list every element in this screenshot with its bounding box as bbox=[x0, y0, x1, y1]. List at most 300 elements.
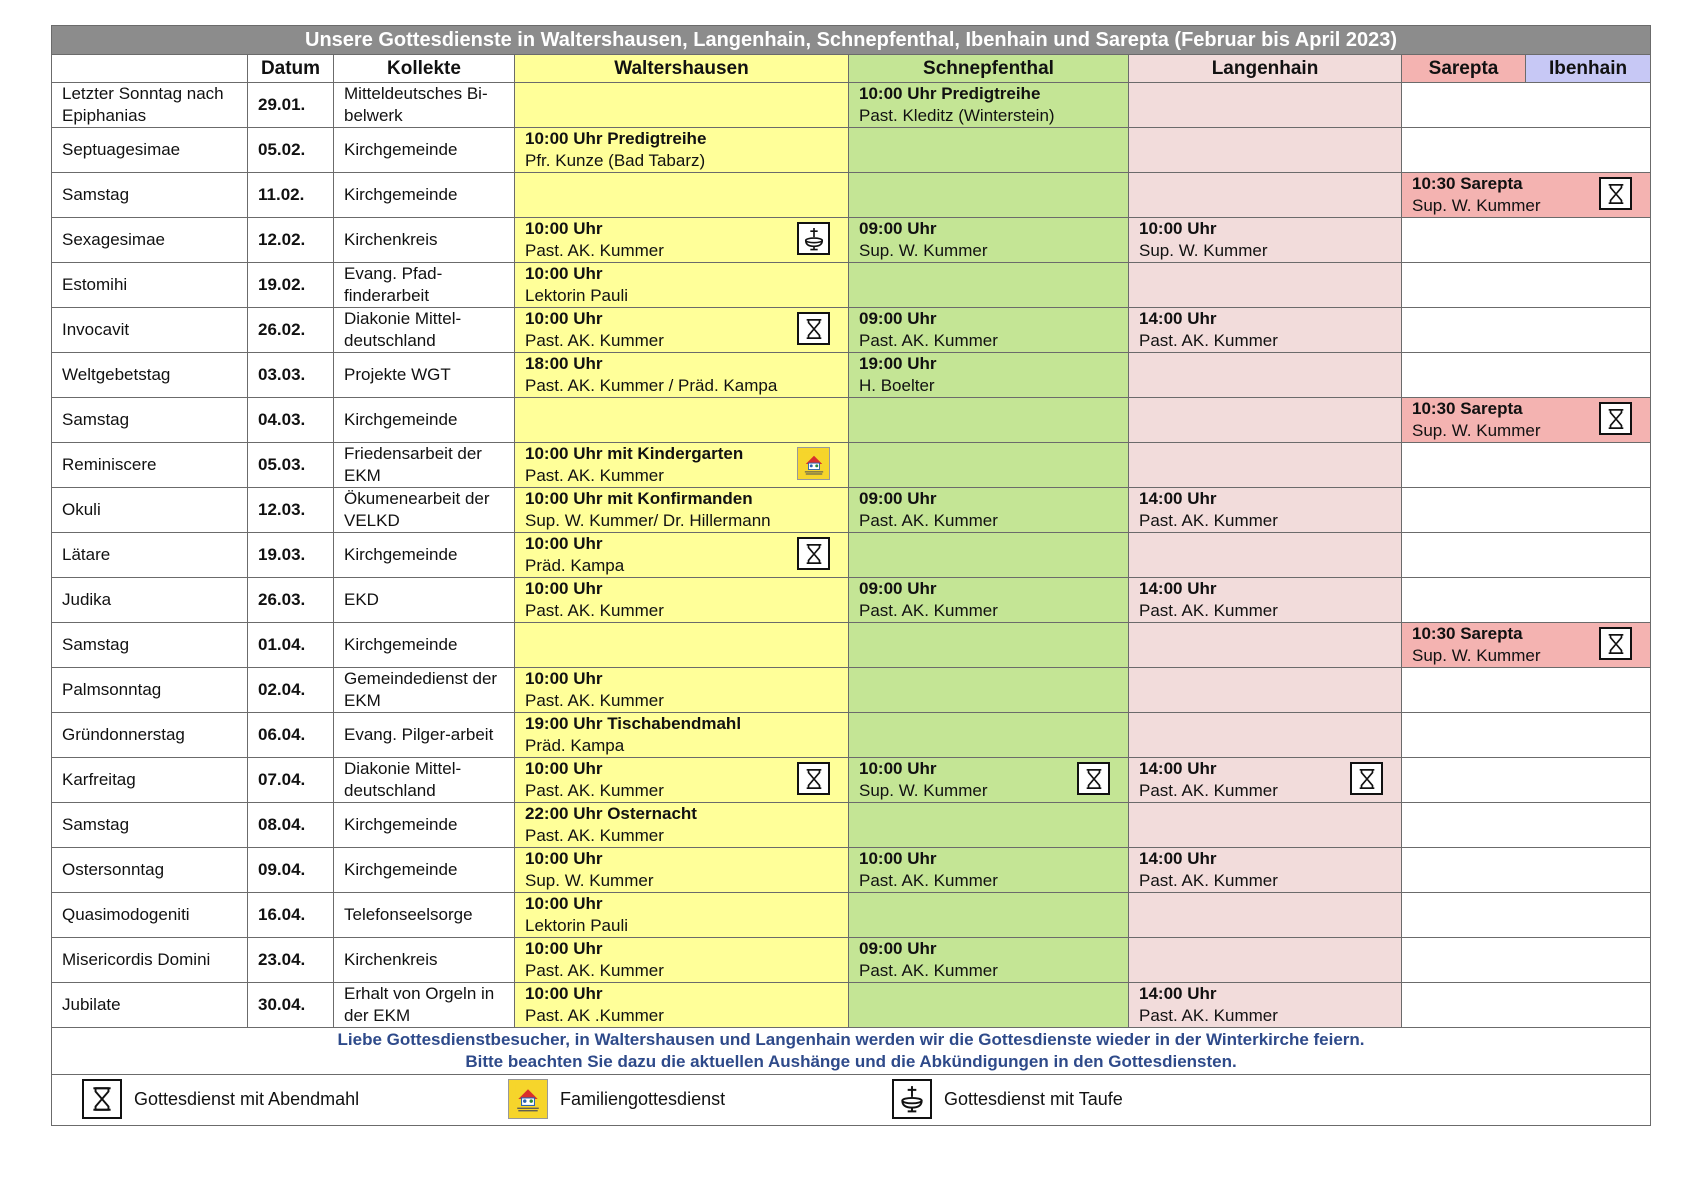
collection: Kirchgemeinde bbox=[334, 623, 515, 668]
collection: Kirchgemeinde bbox=[334, 803, 515, 848]
waltershausen-cell bbox=[515, 308, 849, 353]
service-entry bbox=[525, 218, 838, 262]
service-minister: Pfr. Kunze (Bad Tabarz) bbox=[525, 151, 706, 170]
service-time: 10:00 Uhr bbox=[525, 309, 603, 328]
service-minister: Past. AK. Kummer bbox=[1139, 1006, 1278, 1025]
sarepta-ibenhain-cell bbox=[1402, 983, 1651, 1028]
langenhain-cell bbox=[1129, 308, 1402, 353]
langenhain-cell bbox=[1129, 263, 1402, 308]
schedule-row bbox=[52, 488, 1651, 533]
baptism-icon bbox=[892, 1079, 932, 1119]
service-date: 12.02. bbox=[248, 218, 334, 263]
service-date: 03.03. bbox=[248, 353, 334, 398]
schnepfenthal-cell bbox=[849, 713, 1129, 758]
service-entry bbox=[525, 668, 838, 712]
legend-item-baptism bbox=[892, 1079, 1123, 1119]
service-time: 14:00 Uhr bbox=[1139, 759, 1217, 778]
waltershausen-cell bbox=[515, 263, 849, 308]
sunday-name: Samstag bbox=[52, 623, 248, 668]
waltershausen-cell bbox=[515, 488, 849, 533]
sunday-name: Okuli bbox=[52, 488, 248, 533]
service-minister: Past. AK. Kummer bbox=[525, 601, 664, 620]
service-time: 10:00 Uhr bbox=[525, 534, 603, 553]
sunday-name: Gründonnerstag bbox=[52, 713, 248, 758]
service-minister: Past. AK. Kummer bbox=[1139, 601, 1278, 620]
service-entry bbox=[525, 263, 838, 307]
sarepta-ibenhain-cell bbox=[1402, 803, 1651, 848]
service-time: 09:00 Uhr bbox=[859, 489, 937, 508]
sunday-name: Palmsonntag bbox=[52, 668, 248, 713]
chalice-icon bbox=[82, 1079, 122, 1119]
schedule-row bbox=[52, 443, 1651, 488]
service-time: 14:00 Uhr bbox=[1139, 309, 1217, 328]
collection: Ökumenearbeit der VELKD bbox=[334, 488, 515, 533]
service-minister: Past. AK. Kummer bbox=[525, 781, 664, 800]
schedule-row bbox=[52, 173, 1651, 218]
langenhain-cell bbox=[1129, 443, 1402, 488]
langenhain-cell bbox=[1129, 173, 1402, 218]
sunday-name: Estomihi bbox=[52, 263, 248, 308]
service-entry bbox=[525, 533, 838, 577]
langenhain-cell bbox=[1129, 758, 1402, 803]
legend-label: Gottesdienst mit Taufe bbox=[944, 1089, 1123, 1109]
service-entry bbox=[859, 218, 1118, 262]
service-date: 04.03. bbox=[248, 398, 334, 443]
service-time: 10:30 Sarepta bbox=[1412, 174, 1523, 193]
langenhain-cell bbox=[1129, 578, 1402, 623]
service-entry bbox=[525, 353, 838, 397]
service-time: 09:00 Uhr bbox=[859, 579, 937, 598]
langenhain-cell bbox=[1129, 353, 1402, 398]
header-collection: Kollekte bbox=[334, 55, 515, 83]
sarepta-ibenhain-cell bbox=[1402, 173, 1651, 218]
sarepta-ibenhain-cell bbox=[1402, 308, 1651, 353]
service-time: 10:30 Sarepta bbox=[1412, 624, 1523, 643]
service-entry bbox=[859, 938, 1118, 982]
header-date: Datum bbox=[248, 55, 334, 83]
service-minister: Sup. W. Kummer bbox=[1412, 196, 1541, 215]
service-time: 10:00 Uhr mit Konfirmanden bbox=[525, 489, 753, 508]
collection: Friedensarbeit der EKM bbox=[334, 443, 515, 488]
service-minister: Past. AK. Kummer bbox=[1139, 331, 1278, 350]
service-minister: Past. AK. Kummer / Präd. Kampa bbox=[525, 376, 778, 395]
schedule-row bbox=[52, 218, 1651, 263]
waltershausen-cell bbox=[515, 893, 849, 938]
legend-label: Gottesdienst mit Abendmahl bbox=[134, 1089, 360, 1109]
service-entry bbox=[859, 488, 1118, 532]
sunday-name: Misericordis Domini bbox=[52, 938, 248, 983]
service-minister: Past. AK. Kummer bbox=[525, 961, 664, 980]
service-date: 02.04. bbox=[248, 668, 334, 713]
service-time: 14:00 Uhr bbox=[1139, 579, 1217, 598]
service-minister: Past. AK. Kummer bbox=[859, 331, 998, 350]
service-date: 05.03. bbox=[248, 443, 334, 488]
waltershausen-cell bbox=[515, 713, 849, 758]
legend-item-family bbox=[508, 1079, 725, 1119]
langenhain-cell bbox=[1129, 803, 1402, 848]
service-entry bbox=[859, 848, 1118, 892]
chalice-icon bbox=[1599, 627, 1632, 660]
service-date: 19.03. bbox=[248, 533, 334, 578]
sarepta-ibenhain-cell bbox=[1402, 488, 1651, 533]
waltershausen-cell bbox=[515, 173, 849, 218]
chalice-icon bbox=[1599, 402, 1632, 435]
service-minister: Past. AK. Kummer bbox=[525, 826, 664, 845]
service-time: 10:00 Uhr bbox=[525, 984, 603, 1003]
service-entry bbox=[525, 488, 838, 532]
schedule-row bbox=[52, 398, 1651, 443]
langenhain-cell bbox=[1129, 668, 1402, 713]
service-date: 16.04. bbox=[248, 893, 334, 938]
service-entry bbox=[525, 983, 838, 1027]
sarepta-ibenhain-cell bbox=[1402, 758, 1651, 803]
service-date: 26.03. bbox=[248, 578, 334, 623]
service-minister: Lektorin Pauli bbox=[525, 286, 629, 305]
service-minister: Past. Kleditz (Winterstein) bbox=[859, 106, 1055, 125]
schedule-row bbox=[52, 308, 1651, 353]
waltershausen-cell bbox=[515, 983, 849, 1028]
service-entry bbox=[1139, 848, 1391, 892]
service-entry bbox=[525, 713, 838, 757]
sarepta-ibenhain-cell bbox=[1402, 713, 1651, 758]
sunday-name: Samstag bbox=[52, 173, 248, 218]
service-minister: Past. AK .Kummer bbox=[525, 1006, 664, 1025]
sunday-name: Invocavit bbox=[52, 308, 248, 353]
chalice-icon bbox=[797, 312, 830, 345]
service-date: 07.04. bbox=[248, 758, 334, 803]
service-schedule-table bbox=[51, 25, 1651, 1126]
service-entry bbox=[525, 893, 838, 937]
collection: Diakonie Mittel-deutschland bbox=[334, 758, 515, 803]
service-entry bbox=[525, 938, 838, 982]
langenhain-cell bbox=[1129, 713, 1402, 758]
service-time: 09:00 Uhr bbox=[859, 939, 937, 958]
service-minister: Past. AK. Kummer bbox=[859, 601, 998, 620]
langenhain-cell bbox=[1129, 893, 1402, 938]
sunday-name: Septuagesimae bbox=[52, 128, 248, 173]
collection: Projekte WGT bbox=[334, 353, 515, 398]
service-minister: Past. AK. Kummer bbox=[525, 691, 664, 710]
sarepta-ibenhain-cell bbox=[1402, 83, 1651, 128]
service-time: 10:00 Uhr bbox=[525, 939, 603, 958]
waltershausen-cell bbox=[515, 623, 849, 668]
waltershausen-cell bbox=[515, 128, 849, 173]
langenhain-cell bbox=[1129, 623, 1402, 668]
service-time: 10:00 Uhr bbox=[525, 669, 603, 688]
service-entry bbox=[859, 758, 1118, 802]
schedule-row bbox=[52, 263, 1651, 308]
service-time: 09:00 Uhr bbox=[859, 309, 937, 328]
sunday-name: Jubilate bbox=[52, 983, 248, 1028]
service-entry bbox=[1139, 308, 1391, 352]
service-entry bbox=[1139, 578, 1391, 622]
collection: Kirchenkreis bbox=[334, 938, 515, 983]
service-time: 22:00 Uhr Osternacht bbox=[525, 804, 697, 823]
sarepta-ibenhain-cell bbox=[1402, 263, 1651, 308]
sarepta-ibenhain-cell bbox=[1402, 443, 1651, 488]
waltershausen-cell bbox=[515, 803, 849, 848]
schnepfenthal-cell bbox=[849, 848, 1129, 893]
service-date: 09.04. bbox=[248, 848, 334, 893]
service-minister: Lektorin Pauli bbox=[525, 916, 629, 935]
sunday-name: Samstag bbox=[52, 803, 248, 848]
schedule-row bbox=[52, 533, 1651, 578]
service-time: 14:00 Uhr bbox=[1139, 489, 1217, 508]
legend bbox=[52, 1075, 1651, 1126]
family-icon bbox=[508, 1079, 548, 1119]
sunday-name: Sexagesimae bbox=[52, 218, 248, 263]
service-entry bbox=[1139, 218, 1391, 262]
service-entry bbox=[525, 128, 838, 172]
waltershausen-cell bbox=[515, 533, 849, 578]
header-langenhain: Langenhain bbox=[1129, 55, 1402, 83]
notice-line-1: Liebe Gottesdienstbesucher, in Waltershausen und Langenhain werden wir die Gottesdienste wieder in der Winterkirche feiern. bbox=[337, 1030, 1365, 1049]
service-minister: Past. AK. Kummer bbox=[1139, 871, 1278, 890]
schnepfenthal-cell bbox=[849, 803, 1129, 848]
schedule-row bbox=[52, 893, 1651, 938]
service-date: 08.04. bbox=[248, 803, 334, 848]
schedule-row bbox=[52, 983, 1651, 1028]
service-entry bbox=[525, 803, 838, 847]
service-entry bbox=[859, 83, 1118, 127]
service-minister: Past. AK. Kummer bbox=[1139, 781, 1278, 800]
service-time: 10:00 Uhr bbox=[525, 894, 603, 913]
service-time: 10:00 Uhr Predigtreihe bbox=[525, 129, 707, 148]
header-sarepta: Sarepta bbox=[1402, 55, 1526, 83]
schnepfenthal-cell bbox=[849, 668, 1129, 713]
service-date: 12.03. bbox=[248, 488, 334, 533]
service-entry bbox=[1412, 398, 1640, 442]
service-minister: Past. AK. Kummer bbox=[859, 961, 998, 980]
service-entry bbox=[525, 848, 838, 892]
service-entry bbox=[1412, 623, 1640, 667]
langenhain-cell bbox=[1129, 488, 1402, 533]
waltershausen-cell bbox=[515, 938, 849, 983]
waltershausen-cell bbox=[515, 578, 849, 623]
schedule-row bbox=[52, 128, 1651, 173]
notice-text bbox=[52, 1028, 1651, 1075]
legend-item-communion bbox=[82, 1079, 359, 1119]
sarepta-ibenhain-cell bbox=[1402, 398, 1651, 443]
service-minister: Sup. W. Kummer/ Dr. Hillermann bbox=[525, 511, 771, 530]
service-time: 14:00 Uhr bbox=[1139, 849, 1217, 868]
legend-label: Familiengottesdienst bbox=[560, 1089, 726, 1109]
chalice-icon bbox=[797, 762, 830, 795]
service-date: 30.04. bbox=[248, 983, 334, 1028]
schnepfenthal-cell bbox=[849, 938, 1129, 983]
service-date: 19.02. bbox=[248, 263, 334, 308]
service-minister: Sup. W. Kummer bbox=[1139, 241, 1268, 260]
schedule-title: Unsere Gottesdienste in Waltershausen, Langenhain, Schnepfenthal, Ibenhain und Sarepta (Februar bis April 2023) bbox=[52, 26, 1651, 55]
service-minister: Past. AK. Kummer bbox=[525, 466, 664, 485]
sarepta-ibenhain-cell bbox=[1402, 533, 1651, 578]
service-date: 26.02. bbox=[248, 308, 334, 353]
langenhain-cell bbox=[1129, 983, 1402, 1028]
service-minister: Sup. W. Kummer bbox=[525, 871, 654, 890]
service-minister: Sup. W. Kummer bbox=[859, 781, 988, 800]
schedule-row bbox=[52, 578, 1651, 623]
service-minister: Past. AK. Kummer bbox=[525, 331, 664, 350]
service-time: 10:00 Uhr bbox=[1139, 219, 1217, 238]
service-time: 10:00 Uhr bbox=[525, 219, 603, 238]
sunday-name: Samstag bbox=[52, 398, 248, 443]
chalice-icon bbox=[797, 537, 830, 570]
waltershausen-cell bbox=[515, 83, 849, 128]
service-date: 05.02. bbox=[248, 128, 334, 173]
sunday-name: Karfreitag bbox=[52, 758, 248, 803]
sunday-name: Letzter Sonntag nach Epiphanias bbox=[52, 83, 248, 128]
header-sunday bbox=[52, 55, 248, 83]
service-entry bbox=[525, 443, 838, 487]
service-minister: Past. AK. Kummer bbox=[859, 511, 998, 530]
service-time: 19:00 Uhr bbox=[859, 354, 937, 373]
schnepfenthal-cell bbox=[849, 758, 1129, 803]
service-time: 10:00 Uhr bbox=[859, 849, 937, 868]
header-waltershausen: Waltershausen bbox=[515, 55, 849, 83]
schnepfenthal-cell bbox=[849, 578, 1129, 623]
service-time: 14:00 Uhr bbox=[1139, 984, 1217, 1003]
service-entry bbox=[1139, 758, 1391, 802]
sarepta-ibenhain-cell bbox=[1402, 668, 1651, 713]
schedule-row bbox=[52, 938, 1651, 983]
service-entry bbox=[859, 353, 1118, 397]
sunday-name: Lätare bbox=[52, 533, 248, 578]
collection: Mitteldeutsches Bi-belwerk bbox=[334, 83, 515, 128]
collection: Diakonie Mittel-deutschland bbox=[334, 308, 515, 353]
schedule-row bbox=[52, 848, 1651, 893]
waltershausen-cell bbox=[515, 353, 849, 398]
schnepfenthal-cell bbox=[849, 443, 1129, 488]
schnepfenthal-cell bbox=[849, 83, 1129, 128]
schedule-row bbox=[52, 353, 1651, 398]
langenhain-cell bbox=[1129, 533, 1402, 578]
service-time: 10:00 Uhr Predigtreihe bbox=[859, 84, 1041, 103]
collection: Erhalt von Orgeln in der EKM bbox=[334, 983, 515, 1028]
service-entry bbox=[859, 308, 1118, 352]
waltershausen-cell bbox=[515, 848, 849, 893]
schnepfenthal-cell bbox=[849, 308, 1129, 353]
collection: Gemeindedienst der EKM bbox=[334, 668, 515, 713]
service-entry bbox=[1139, 983, 1391, 1027]
service-minister: Sup. W. Kummer bbox=[859, 241, 988, 260]
service-minister: Past. AK. Kummer bbox=[525, 241, 664, 260]
sunday-name: Quasimodogeniti bbox=[52, 893, 248, 938]
service-minister: H. Boelter bbox=[859, 376, 935, 395]
sunday-name: Weltgebetstag bbox=[52, 353, 248, 398]
service-time: 19:00 Uhr Tischabendmahl bbox=[525, 714, 742, 733]
sarepta-ibenhain-cell bbox=[1402, 623, 1651, 668]
schnepfenthal-cell bbox=[849, 488, 1129, 533]
chalice-icon bbox=[1599, 177, 1632, 210]
schedule-row bbox=[52, 623, 1651, 668]
service-date: 11.02. bbox=[248, 173, 334, 218]
waltershausen-cell bbox=[515, 398, 849, 443]
langenhain-cell bbox=[1129, 83, 1402, 128]
service-time: 10:00 Uhr bbox=[859, 759, 937, 778]
service-date: 01.04. bbox=[248, 623, 334, 668]
service-time: 09:00 Uhr bbox=[859, 219, 937, 238]
service-date: 23.04. bbox=[248, 938, 334, 983]
collection: Kirchgemeinde bbox=[334, 533, 515, 578]
langenhain-cell bbox=[1129, 128, 1402, 173]
schnepfenthal-cell bbox=[849, 893, 1129, 938]
schnepfenthal-cell bbox=[849, 128, 1129, 173]
sunday-name: Reminiscere bbox=[52, 443, 248, 488]
schnepfenthal-cell bbox=[849, 623, 1129, 668]
service-minister: Präd. Kampa bbox=[525, 736, 625, 755]
notice-line-2: Bitte beachten Sie dazu die aktuellen Aushänge und die Abkündigungen in den Gottesdiensten. bbox=[465, 1052, 1237, 1071]
collection: Kirchgemeinde bbox=[334, 173, 515, 218]
service-time: 18:00 Uhr bbox=[525, 354, 603, 373]
schedule-row bbox=[52, 713, 1651, 758]
schedule-row bbox=[52, 758, 1651, 803]
langenhain-cell bbox=[1129, 218, 1402, 263]
sarepta-ibenhain-cell bbox=[1402, 353, 1651, 398]
chalice-icon bbox=[1350, 762, 1383, 795]
langenhain-cell bbox=[1129, 848, 1402, 893]
collection: Telefonseelsorge bbox=[334, 893, 515, 938]
schnepfenthal-cell bbox=[849, 533, 1129, 578]
schedule-row bbox=[52, 668, 1651, 713]
service-time: 10:00 Uhr bbox=[525, 759, 603, 778]
service-entry bbox=[859, 578, 1118, 622]
column-header-row bbox=[52, 55, 1651, 83]
service-time: 10:00 Uhr bbox=[525, 579, 603, 598]
chalice-icon bbox=[1077, 762, 1110, 795]
waltershausen-cell bbox=[515, 668, 849, 713]
service-minister: Präd. Kampa bbox=[525, 556, 625, 575]
schedule-row bbox=[52, 83, 1651, 128]
notice-row bbox=[52, 1028, 1651, 1075]
waltershausen-cell bbox=[515, 443, 849, 488]
sarepta-ibenhain-cell bbox=[1402, 128, 1651, 173]
service-time: 10:00 Uhr bbox=[525, 264, 603, 283]
service-date: 06.04. bbox=[248, 713, 334, 758]
collection: Evang. Pfad-finderarbeit bbox=[334, 263, 515, 308]
collection: Kirchgemeinde bbox=[334, 848, 515, 893]
service-time: 10:30 Sarepta bbox=[1412, 399, 1523, 418]
schnepfenthal-cell bbox=[849, 353, 1129, 398]
waltershausen-cell bbox=[515, 218, 849, 263]
header-schnepfenthal: Schnepfenthal bbox=[849, 55, 1129, 83]
sarepta-ibenhain-cell bbox=[1402, 848, 1651, 893]
sunday-name: Judika bbox=[52, 578, 248, 623]
langenhain-cell bbox=[1129, 938, 1402, 983]
service-time: 10:00 Uhr mit Kindergarten bbox=[525, 444, 744, 463]
collection: Evang. Pilger-arbeit bbox=[334, 713, 515, 758]
collection: Kirchgemeinde bbox=[334, 128, 515, 173]
service-entry bbox=[525, 308, 838, 352]
sunday-name: Ostersonntag bbox=[52, 848, 248, 893]
service-minister: Sup. W. Kummer bbox=[1412, 646, 1541, 665]
sarepta-ibenhain-cell bbox=[1402, 578, 1651, 623]
collection: Kirchenkreis bbox=[334, 218, 515, 263]
service-entry bbox=[1412, 173, 1640, 217]
header-ibenhain: Ibenhain bbox=[1526, 55, 1651, 83]
service-entry bbox=[1139, 488, 1391, 532]
service-date: 29.01. bbox=[248, 83, 334, 128]
service-minister: Sup. W. Kummer bbox=[1412, 421, 1541, 440]
sarepta-ibenhain-cell bbox=[1402, 893, 1651, 938]
collection: Kirchgemeinde bbox=[334, 398, 515, 443]
service-minister: Past. AK. Kummer bbox=[1139, 511, 1278, 530]
sarepta-ibenhain-cell bbox=[1402, 938, 1651, 983]
langenhain-cell bbox=[1129, 398, 1402, 443]
schnepfenthal-cell bbox=[849, 983, 1129, 1028]
baptism-icon bbox=[797, 222, 830, 255]
service-entry bbox=[525, 578, 838, 622]
service-time: 10:00 Uhr bbox=[525, 849, 603, 868]
